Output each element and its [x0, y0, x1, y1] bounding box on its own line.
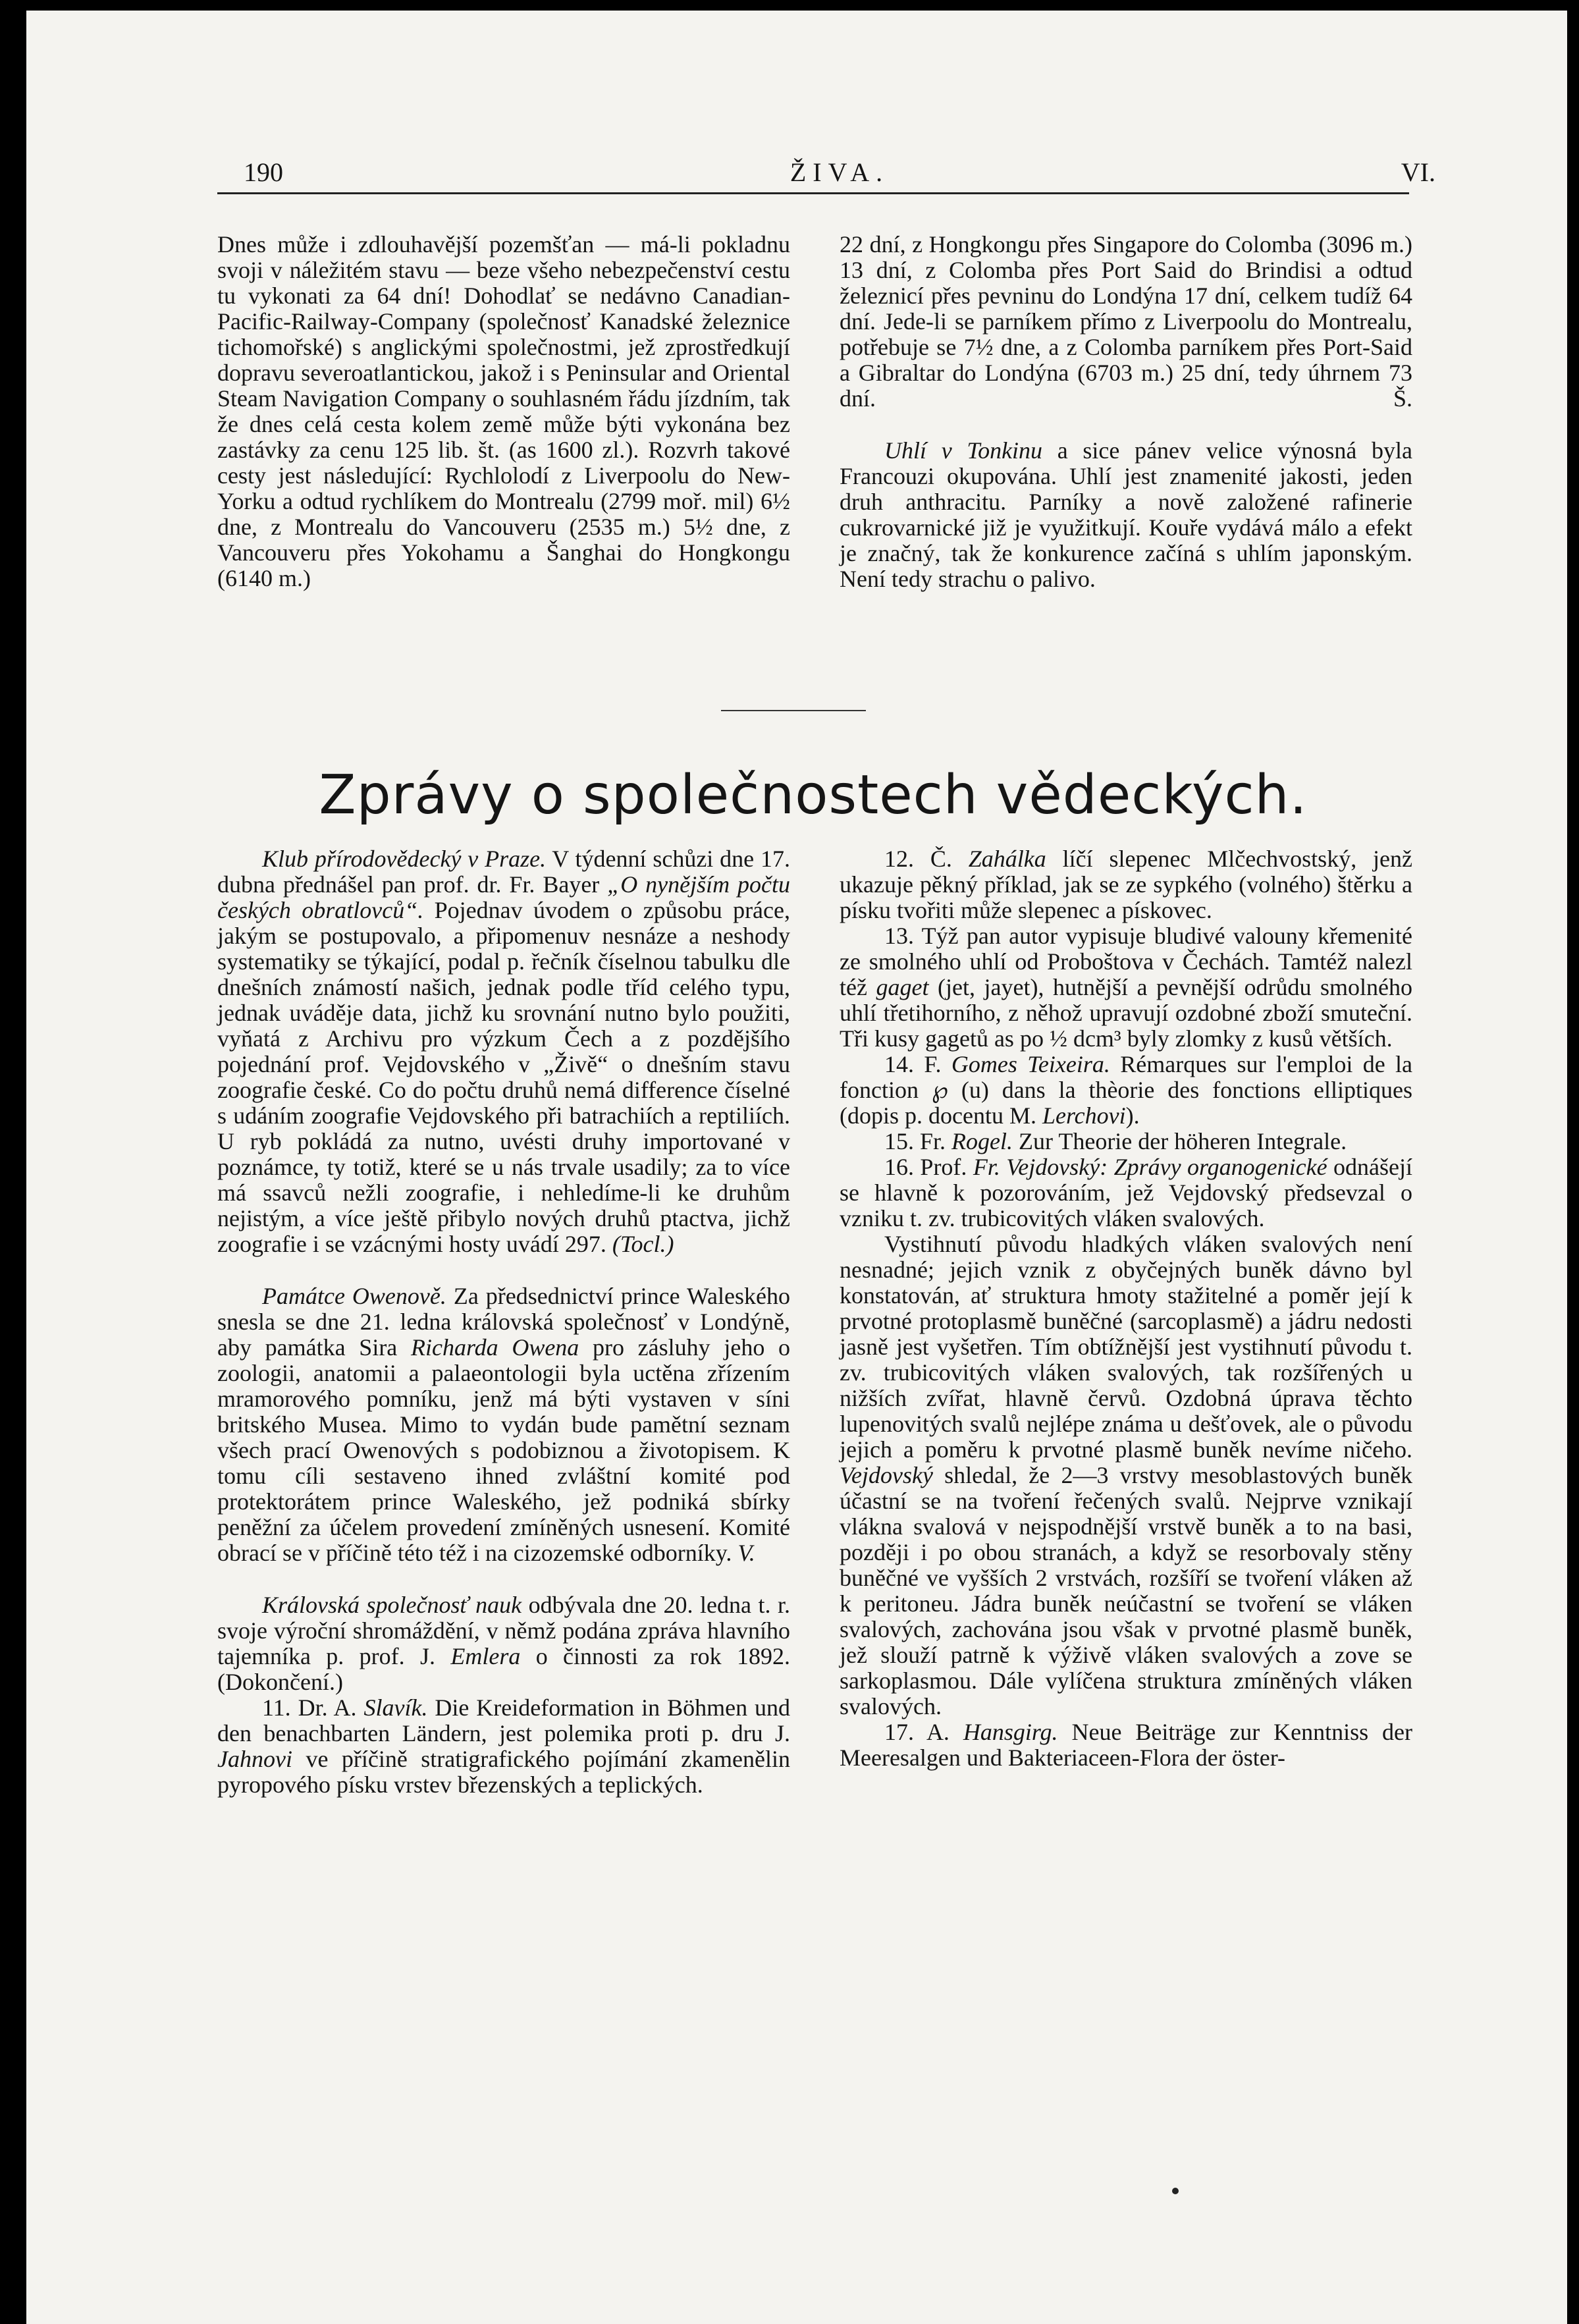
author-signature: Š. [1393, 385, 1412, 412]
ink-speck [1172, 2188, 1179, 2194]
author-signature: (Tocl.) [612, 1231, 674, 1257]
report-item: 12. Č. Zahálka líčí slepenec Mlčechvostský, jenž ukazuje pěkný příklad, jak se ze sypkého (volného) štěrku a písku tvořiti může slepenec a pískovec. [840, 846, 1413, 923]
report-item: 14. F. Gomes Teixeira. Rémarques sur l'emploi de la fonction ℘ (u) dans la thèorie des fonctions elliptiques (dopis p. docentu M. Lerchovi). [840, 1051, 1413, 1129]
report-paragraph: Královská společnosť nauk odbývala dne 20. ledna t. r. svoje výroční shromáždění, v němž podána zpráva hlavního tajemníka p. prof. J. Emlera o činnosti za rok 1892. (Dokončení.) [217, 1592, 791, 1695]
report-title: Památce Owenově. [262, 1283, 446, 1309]
upper-right-column [840, 232, 1412, 592]
author-signature: V. [737, 1540, 755, 1566]
article-title: Uhlí v Tonkinu [884, 437, 1043, 464]
page-number: 190 [244, 157, 283, 187]
report-item: 11. Dr. A. Slavík. Die Kreideformation in Böhmen und den benachbarten Ländern, jest polemika proti p. dru J. Jahnovi ve příčině stratigrafického pojímání zkamenělin pyropového písku vrstev březenských a teplických. [217, 1694, 791, 1798]
header-rule [217, 192, 1409, 194]
report-title: Klub přírodovědecký v Praze. [262, 846, 547, 872]
journal-title: ŽIVA. [790, 157, 890, 187]
running-header [244, 157, 1435, 196]
article-paragraph: Uhlí v Tonkinu a sice pánev velice výnosná byla Francouzi okupována. Uhlí jest znamenité jakosti, jeden druh anthracitu. Parníky a nově založené rafinerie cukrovarnické již je využitkují. Kouře vydává málo a efekt je značný, tak že konkurence začíná s uhlím japonským. Není tedy strachu o palivo. [840, 437, 1412, 592]
article-paragraph: 22 dní, z Hongkongu přes Singapore do Colomba (3096 m.) 13 dní, z Colomba přes Port Said do Brindisi a odtud železnicí přes pevninu do Londýna 17 dní, celkem tudíž 64 dní. Jede-li se parníkem přímo z Liverpoolu do Montrealu, potřebuje se 7½ dne, a z Colomba parníkem přes Port-Said a Gibraltar do Londýna (6703 m.) 25 dní, tedy úhrnem 73 dní. [840, 231, 1412, 412]
lower-left-column [217, 846, 790, 1798]
report-item: 16. Prof. Fr. Vejdovský: Zprávy organogenické odnášejí se hlavně k pozorováním, jež Vejdovský předsevzal o vzniku t. zv. trubicovitých vláken svalových. [840, 1154, 1413, 1231]
upper-left-column [217, 232, 790, 591]
report-paragraph: Klub přírodovědecký v Praze. V týdenní schůzi dne 17. dubna přednášel pan prof. dr. Fr. Bayer „O nynějším počtu českých obratlovců“. Pojednav úvodem o způsobu práce, jakým se postupovalo, a připomenuv nesnáze a neshody systematiky se týkající, podal p. řečník číselnou tabulku dle dnešních známostí našich, jednak podle tříd celého typu, jednak uváděje data, jichž ku srovnání nutno bylo použiti, vyňatá z Archivu pro výzkum Čech a z pozdějšího pojednání prof. Vejdovského v „Živě“ o dnešním stavu zoografie české. Co do počtu druhů nemá difference číselné s udáním zoografie Vejdovského při batrachiích a reptiliích. U ryb pokládá za nutno, uvésti druhy importované v poznámce, ty totiž, které se u nás trvale usadily; za to více má ssavců nežli zoografie, i nehledíme-li ke druhům nejistým, a více ještě přibylo nových druhů ptactva, jichž zoografie i se vzácnými hosty uvádí 297. (Tocl.) [217, 846, 791, 1257]
section-title: Zprávy o společnostech vědeckých. [319, 764, 1308, 826]
report-item: 13. Týž pan autor vypisuje bludivé valouny křemenité ze smolného uhlí od Proboštova v Čechách. Tamtéž nalezl též gaget (jet, jayet), hutnější a pevnější odrůdu smolného uhlí třetihorního, z něhož upravují ozdobné zboží smuteční. Tři kusy gagetů as po ½ dcm³ byly zlomky z kusů větších. [840, 923, 1413, 1052]
report-paragraph: Vystihnutí původu hladkých vláken svalových není nesnadné; jejich vznik z obyčejných buněk dávno byl konstatován, ať struktura hmoty stažitelné a poměr její k prvotné protoplasmě buněčné (sarcoplasmě) a jádru nedosti jasně jest vyšetřen. Tím obtížnější jest vystihnutí původu t. zv. trubicovitých vláken svalových, tak rozšířených u nižších zvířat, hlavně červů. Ozdobná úprava těchto lupenovitých svalů nejlépe známa u dešťovek, ale o původu jejich a poměru k prvotné plasmě buněk nevíme ničeho. Vejdovský shledal, že 2—3 vrstvy mesoblastových buněk účastní se na tvoření řečených svalů. Nejprve vznikají vlákna svalová v nejspodnější vrstvě buněk a to na basi, později i po obou stranách, a když se resorbovaly stěny buněčné ve vyšších 2 vrstvách, rozšíří se tvoření vláken až k peritoneu. Jádra buněk neúčastní se tvoření se vláken svalových, zachována jsou však v prvotné plasmě buněk, jež slouží patrně k výživě vláken svalových a zove se sarkoplasmou. Dále vylíčena struktura zmíněných vláken svalových. [840, 1231, 1412, 1719]
article-paragraph: Dnes může i zdlouhavější pozemšťan — má-li pokladnu svoji v náležitém stavu — beze všeho nebezpečenství cestu tu vykonati za 64 dní! Dohodlať se nedávno Canadian-Pacific-Railway-Company (společnosť Kanadské železnice tichomořské) s anglickými společnostmi, jež zprostředkují dopravu severoatlantickou, jakož i s Peninsular and Oriental Steam Navigation Company o souhlasném řádu jízdním, tak že dnes celá cesta kolem země může býti vykonána bez zastávky za cenu 125 lib. št. (as 1600 zl.). Rozvrh takové cesty jest následující: Rychlolodí z Liverpoolu do New-Yorku a odtud rychlíkem do Montrealu (2799 moř. mil) 6½ dne, z Montrealu do Vancouveru (2535 m.) 5½ dne, z Vancouveru přes Yokohamu a Šanghai do Hongkongu (6140 m.) [217, 231, 790, 591]
volume-number: VI. [1401, 157, 1435, 187]
report-title: Královská společnosť nauk [262, 1592, 522, 1618]
lower-right-column [840, 846, 1412, 1771]
report-paragraph: Památce Owenově. Za předsednictví prince Waleského snesla se dne 21. ledna královská společnosť v Londýně, aby památka Sira Richarda Owena pro zásluhy jeho o zoologii, anatomii a palaeontologii byla uctěna zřízením mramorového pomníku, jenž má býti vystaven v síni britského Musea. Mimo to vydán bude pamětní seznam všech prací Owenových s podobiznou a životopisem. K tomu cíli sestaveno ihned zvláštní komité pod protektorátem prince Waleského, jež podniká sbírky peněžní za účelem provedení zmíněných usnesení. Komité obrací se v příčině této též i na cizozemské odborníky. V. [217, 1283, 790, 1566]
section-divider [721, 710, 866, 711]
report-item: 17. A. Hansgirg. Neue Beiträge zur Kenntniss der Meeresalgen und Bakteriaceen-Flora der öster- [840, 1719, 1413, 1771]
report-item: 15. Fr. Rogel. Zur Theorie der höheren Integrale. [884, 1128, 1347, 1154]
